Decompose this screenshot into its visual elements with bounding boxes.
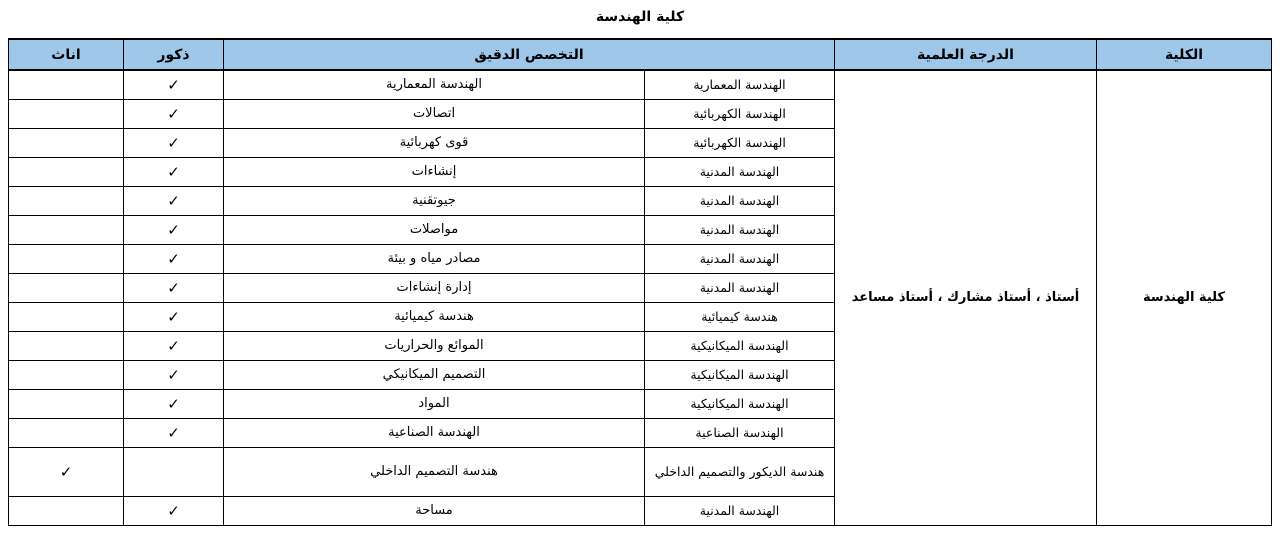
males-check: ✓ [124, 360, 224, 389]
males-check: ✓ [124, 244, 224, 273]
specialization-cell: قوى كهربائية [224, 128, 645, 157]
major-cell: الهندسة الكهربائية [645, 128, 835, 157]
males-check: ✓ [124, 70, 224, 99]
specialization-cell: مصادر مياه و بيئة [224, 244, 645, 273]
major-cell: الهندسة المدنية [645, 157, 835, 186]
males-check: ✓ [124, 157, 224, 186]
females-check: ✓ [9, 447, 124, 496]
specialization-cell: الهندسة الصناعية [224, 418, 645, 447]
specialization-cell: الهندسة المعمارية [224, 70, 645, 99]
specialization-cell: مساحة [224, 496, 645, 525]
degree-cell: أستاذ ، أستاذ مشارك ، أستاذ مساعد [835, 70, 1097, 525]
females-check [9, 389, 124, 418]
specialization-cell: التصميم الميكانيكي [224, 360, 645, 389]
major-cell: الهندسة الميكانيكية [645, 331, 835, 360]
males-check: ✓ [124, 99, 224, 128]
major-cell: الهندسة الكهربائية [645, 99, 835, 128]
specialization-cell: المواد [224, 389, 645, 418]
females-check [9, 331, 124, 360]
females-check [9, 128, 124, 157]
header-females: اناث [9, 39, 124, 70]
major-cell: الهندسة المعمارية [645, 70, 835, 99]
males-check: ✓ [124, 273, 224, 302]
males-check: ✓ [124, 496, 224, 525]
females-check [9, 157, 124, 186]
males-check: ✓ [124, 302, 224, 331]
males-check: ✓ [124, 418, 224, 447]
females-check [9, 273, 124, 302]
females-check [9, 244, 124, 273]
males-check: ✓ [124, 128, 224, 157]
college-cell: كلية الهندسة [1097, 70, 1272, 525]
specialization-cell: مواصلات [224, 215, 645, 244]
page-title: كلية الهندسة [595, 9, 685, 25]
females-check [9, 215, 124, 244]
specializations-table [8, 38, 1272, 526]
females-check [9, 496, 124, 525]
males-check: ✓ [124, 389, 224, 418]
specialization-cell: إدارة إنشاءات [224, 273, 645, 302]
major-cell: هندسة كيميائية [645, 302, 835, 331]
females-check [9, 70, 124, 99]
table-header-row [9, 39, 1272, 70]
females-check [9, 418, 124, 447]
specialization-cell: إنشاءات [224, 157, 645, 186]
table-row [9, 70, 1272, 99]
specialization-cell: الموائع والحراريات [224, 331, 645, 360]
specialization-cell: هندسة كيميائية [224, 302, 645, 331]
major-cell: الهندسة المدنية [645, 215, 835, 244]
males-check [124, 447, 224, 496]
males-check: ✓ [124, 215, 224, 244]
males-check: ✓ [124, 186, 224, 215]
header-degree: الدرجة العلمية [835, 39, 1097, 70]
major-cell: الهندسة المدنية [645, 186, 835, 215]
major-cell: الهندسة المدنية [645, 496, 835, 525]
header-specialization: التخصص الدقيق [224, 39, 835, 70]
header-college: الكلية [1097, 39, 1272, 70]
females-check [9, 360, 124, 389]
header-males: ذكور [124, 39, 224, 70]
specialization-cell: اتصالات [224, 99, 645, 128]
major-cell: الهندسة المدنية [645, 273, 835, 302]
females-check [9, 186, 124, 215]
major-cell: الهندسة الصناعية [645, 418, 835, 447]
major-cell: الهندسة المدنية [645, 244, 835, 273]
males-check: ✓ [124, 331, 224, 360]
females-check [9, 302, 124, 331]
specialization-cell: جيوتقنية [224, 186, 645, 215]
major-cell: هندسة الديكور والتصميم الداخلي [645, 447, 835, 496]
specialization-cell: هندسة التصميم الداخلي [224, 447, 645, 496]
major-cell: الهندسة الميكانيكية [645, 389, 835, 418]
major-cell: الهندسة الميكانيكية [645, 360, 835, 389]
females-check [9, 99, 124, 128]
